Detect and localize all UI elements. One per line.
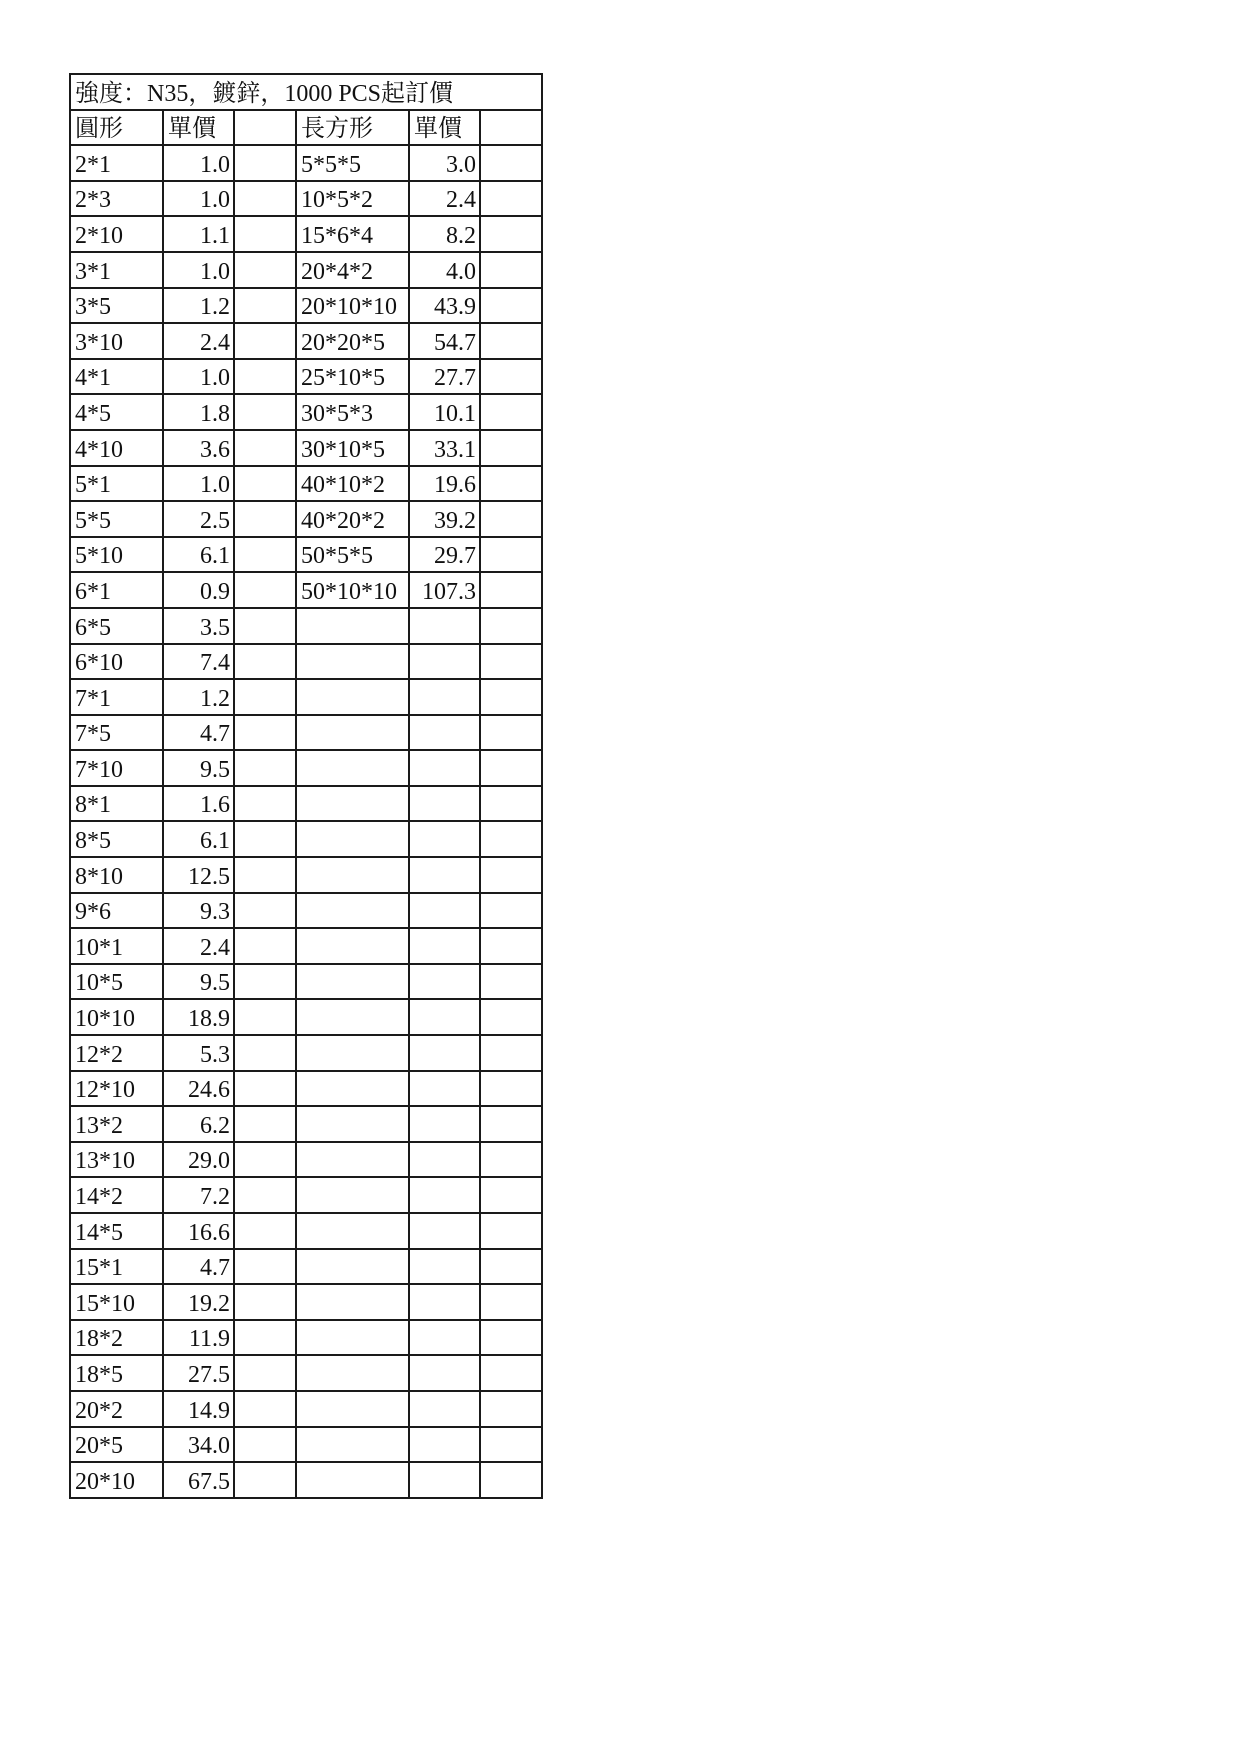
spacer-cell — [234, 1427, 296, 1463]
spacer-cell — [234, 786, 296, 822]
round-price-cell: 12.5 — [163, 857, 234, 893]
rect-price-cell: 43.9 — [409, 288, 480, 324]
round-size-cell: 6*5 — [70, 608, 163, 644]
table-row — [70, 1106, 542, 1142]
blank-cell — [480, 430, 542, 466]
rect-price-cell — [409, 893, 480, 929]
blank-cell — [480, 145, 542, 181]
blank-cell — [480, 786, 542, 822]
rect-price-cell — [409, 1249, 480, 1285]
round-size-cell: 6*10 — [70, 644, 163, 680]
spacer-cell — [234, 145, 296, 181]
round-price-cell: 5.3 — [163, 1035, 234, 1071]
blank-cell — [480, 323, 542, 359]
spacer-cell — [234, 1035, 296, 1071]
spacer-cell — [234, 181, 296, 217]
rect-price-cell: 19.6 — [409, 466, 480, 502]
round-size-cell: 20*10 — [70, 1462, 163, 1498]
spacer-cell — [234, 964, 296, 1000]
table-row — [70, 501, 542, 537]
spacer-cell — [234, 1462, 296, 1498]
rect-price-cell — [409, 608, 480, 644]
round-price-cell: 67.5 — [163, 1462, 234, 1498]
spacer-cell — [234, 110, 296, 146]
table-row — [70, 1462, 542, 1498]
rect-size-cell: 50*5*5 — [296, 537, 409, 573]
rect-price-cell: 2.4 — [409, 181, 480, 217]
blank-cell — [480, 679, 542, 715]
round-size-cell: 4*10 — [70, 430, 163, 466]
rect-price-cell — [409, 786, 480, 822]
rect-price-cell — [409, 1213, 480, 1249]
spacer-cell — [234, 857, 296, 893]
round-size-cell: 7*10 — [70, 750, 163, 786]
table-row — [70, 359, 542, 395]
spacer-cell — [234, 893, 296, 929]
round-size-cell: 4*5 — [70, 394, 163, 430]
round-size-cell: 8*5 — [70, 821, 163, 857]
round-price-cell: 6.1 — [163, 537, 234, 573]
round-size-cell: 8*10 — [70, 857, 163, 893]
rect-size-cell: 40*10*2 — [296, 466, 409, 502]
blank-cell — [480, 999, 542, 1035]
round-price-cell: 16.6 — [163, 1213, 234, 1249]
blank-cell — [480, 1106, 542, 1142]
blank-cell — [480, 893, 542, 929]
blank-cell — [480, 1284, 542, 1320]
rect-price-cell — [409, 1462, 480, 1498]
price-table — [69, 73, 543, 1499]
rect-size-cell — [296, 1320, 409, 1356]
spacer-cell — [234, 501, 296, 537]
round-size-cell: 3*10 — [70, 323, 163, 359]
blank-cell — [480, 821, 542, 857]
spacer-cell — [234, 1106, 296, 1142]
round-size-cell: 2*10 — [70, 216, 163, 252]
blank-cell — [480, 964, 542, 1000]
round-price-cell: 1.8 — [163, 394, 234, 430]
round-size-cell: 7*1 — [70, 679, 163, 715]
round-size-cell: 20*2 — [70, 1391, 163, 1427]
table-row — [70, 964, 542, 1000]
table-row — [70, 1284, 542, 1320]
rect-price-cell — [409, 1427, 480, 1463]
round-price-cell: 0.9 — [163, 572, 234, 608]
spacer-cell — [234, 572, 296, 608]
spacer-cell — [234, 466, 296, 502]
blank-cell — [480, 1142, 542, 1178]
blank-cell — [480, 288, 542, 324]
rect-size-cell — [296, 1035, 409, 1071]
blank-cell — [480, 1391, 542, 1427]
round-size-cell: 3*1 — [70, 252, 163, 288]
round-price-cell: 11.9 — [163, 1320, 234, 1356]
blank-cell — [480, 501, 542, 537]
round-size-cell: 20*5 — [70, 1427, 163, 1463]
rect-price-cell — [409, 821, 480, 857]
rect-price-cell — [409, 1355, 480, 1391]
spacer-cell — [234, 644, 296, 680]
round-size-cell: 18*5 — [70, 1355, 163, 1391]
rect-price-cell — [409, 999, 480, 1035]
round-size-cell: 9*6 — [70, 893, 163, 929]
round-price-cell: 1.0 — [163, 359, 234, 395]
blank-cell — [480, 1462, 542, 1498]
round-size-cell: 18*2 — [70, 1320, 163, 1356]
rect-size-cell — [296, 821, 409, 857]
table-row — [70, 466, 542, 502]
rect-price-cell — [409, 857, 480, 893]
blank-cell — [480, 1177, 542, 1213]
rect-size-cell — [296, 893, 409, 929]
rect-size-cell — [296, 857, 409, 893]
round-price-cell: 19.2 — [163, 1284, 234, 1320]
round-price-cell: 34.0 — [163, 1427, 234, 1463]
spacer-cell — [234, 1213, 296, 1249]
round-size-cell: 15*10 — [70, 1284, 163, 1320]
table-row — [70, 1071, 542, 1107]
rect-size-cell — [296, 1355, 409, 1391]
round-size-cell: 15*1 — [70, 1249, 163, 1285]
table-row — [70, 1249, 542, 1285]
round-price-cell: 27.5 — [163, 1355, 234, 1391]
rect-size-cell: 20*4*2 — [296, 252, 409, 288]
rect-price-cell — [409, 1106, 480, 1142]
title-row — [70, 74, 542, 110]
table-row — [70, 430, 542, 466]
rect-price-cell: 54.7 — [409, 323, 480, 359]
spacer-cell — [234, 359, 296, 395]
round-price-cell: 6.1 — [163, 821, 234, 857]
spacer-cell — [234, 1391, 296, 1427]
rect-size-cell — [296, 608, 409, 644]
rect-price-cell — [409, 679, 480, 715]
blank-cell — [480, 928, 542, 964]
spacer-cell — [234, 537, 296, 573]
header-rect-price: 單價 — [409, 110, 480, 146]
rect-price-cell — [409, 1071, 480, 1107]
rect-size-cell — [296, 1106, 409, 1142]
round-size-cell: 5*10 — [70, 537, 163, 573]
rect-price-cell — [409, 1320, 480, 1356]
rect-size-cell: 30*5*3 — [296, 394, 409, 430]
blank-cell — [480, 252, 542, 288]
round-size-cell: 3*5 — [70, 288, 163, 324]
blank-cell — [480, 359, 542, 395]
rect-price-cell — [409, 750, 480, 786]
table-row — [70, 145, 542, 181]
rect-price-cell — [409, 964, 480, 1000]
rect-size-cell: 5*5*5 — [296, 145, 409, 181]
round-size-cell: 14*2 — [70, 1177, 163, 1213]
round-price-cell: 6.2 — [163, 1106, 234, 1142]
table-row — [70, 1320, 542, 1356]
header-round-price: 單價 — [163, 110, 234, 146]
spacer-cell — [234, 1249, 296, 1285]
round-price-cell: 9.5 — [163, 964, 234, 1000]
rect-size-cell — [296, 786, 409, 822]
round-size-cell: 10*1 — [70, 928, 163, 964]
blank-cell — [480, 1071, 542, 1107]
table-row — [70, 1391, 542, 1427]
spacer-cell — [234, 216, 296, 252]
rect-price-cell — [409, 715, 480, 751]
blank-cell — [480, 857, 542, 893]
rect-size-cell — [296, 644, 409, 680]
round-size-cell: 8*1 — [70, 786, 163, 822]
blank-cell — [480, 1249, 542, 1285]
round-price-cell: 4.7 — [163, 1249, 234, 1285]
rect-size-cell — [296, 679, 409, 715]
spacer-cell — [234, 1071, 296, 1107]
round-size-cell: 5*5 — [70, 501, 163, 537]
rect-size-cell — [296, 1213, 409, 1249]
blank-cell — [480, 110, 542, 146]
spacer-cell — [234, 430, 296, 466]
table-row — [70, 679, 542, 715]
round-price-cell: 4.7 — [163, 715, 234, 751]
rect-price-cell: 27.7 — [409, 359, 480, 395]
table-row — [70, 252, 542, 288]
round-size-cell: 7*5 — [70, 715, 163, 751]
table-row — [70, 394, 542, 430]
spacer-cell — [234, 1355, 296, 1391]
rect-size-cell — [296, 750, 409, 786]
round-price-cell: 2.4 — [163, 928, 234, 964]
blank-cell — [480, 394, 542, 430]
rect-price-cell — [409, 644, 480, 680]
round-size-cell: 14*5 — [70, 1213, 163, 1249]
spacer-cell — [234, 999, 296, 1035]
rect-price-cell: 10.1 — [409, 394, 480, 430]
round-size-cell: 6*1 — [70, 572, 163, 608]
table-row — [70, 893, 542, 929]
spacer-cell — [234, 715, 296, 751]
round-size-cell: 13*10 — [70, 1142, 163, 1178]
round-size-cell: 13*2 — [70, 1106, 163, 1142]
blank-cell — [480, 466, 542, 502]
spacer-cell — [234, 252, 296, 288]
round-price-cell: 3.6 — [163, 430, 234, 466]
header-row — [70, 110, 542, 146]
blank-cell — [480, 644, 542, 680]
blank-cell — [480, 1427, 542, 1463]
table-row — [70, 644, 542, 680]
round-price-cell: 1.0 — [163, 145, 234, 181]
rect-size-cell — [296, 715, 409, 751]
table-row — [70, 1355, 542, 1391]
round-price-cell: 2.5 — [163, 501, 234, 537]
round-price-cell: 14.9 — [163, 1391, 234, 1427]
table-row — [70, 821, 542, 857]
rect-size-cell — [296, 999, 409, 1035]
rect-size-cell: 40*20*2 — [296, 501, 409, 537]
rect-price-cell: 107.3 — [409, 572, 480, 608]
rect-size-cell: 25*10*5 — [296, 359, 409, 395]
rect-size-cell — [296, 1427, 409, 1463]
round-size-cell: 12*2 — [70, 1035, 163, 1071]
rect-price-cell — [409, 1177, 480, 1213]
round-price-cell: 1.0 — [163, 252, 234, 288]
round-price-cell: 1.6 — [163, 786, 234, 822]
rect-size-cell: 20*20*5 — [296, 323, 409, 359]
rect-size-cell: 50*10*10 — [296, 572, 409, 608]
table-row — [70, 1213, 542, 1249]
rect-price-cell: 29.7 — [409, 537, 480, 573]
round-price-cell: 3.5 — [163, 608, 234, 644]
blank-cell — [480, 537, 542, 573]
blank-cell — [480, 181, 542, 217]
rect-size-cell — [296, 964, 409, 1000]
header-round-shape: 圓形 — [70, 110, 163, 146]
header-rect-shape: 長方形 — [296, 110, 409, 146]
table-row — [70, 608, 542, 644]
table-row — [70, 928, 542, 964]
table-row — [70, 216, 542, 252]
blank-cell — [480, 715, 542, 751]
round-size-cell: 2*1 — [70, 145, 163, 181]
rect-price-cell: 33.1 — [409, 430, 480, 466]
round-price-cell: 24.6 — [163, 1071, 234, 1107]
rect-size-cell — [296, 1142, 409, 1178]
round-size-cell: 4*1 — [70, 359, 163, 395]
rect-size-cell: 30*10*5 — [296, 430, 409, 466]
blank-cell — [480, 572, 542, 608]
spacer-cell — [234, 1320, 296, 1356]
round-size-cell: 5*1 — [70, 466, 163, 502]
blank-cell — [480, 216, 542, 252]
round-price-cell: 2.4 — [163, 323, 234, 359]
table-row — [70, 1177, 542, 1213]
rect-price-cell — [409, 928, 480, 964]
spacer-cell — [234, 679, 296, 715]
table-row — [70, 572, 542, 608]
table-row — [70, 715, 542, 751]
blank-cell — [480, 750, 542, 786]
rect-price-cell — [409, 1284, 480, 1320]
blank-cell — [480, 1320, 542, 1356]
spacer-cell — [234, 288, 296, 324]
table-row — [70, 750, 542, 786]
rect-price-cell — [409, 1391, 480, 1427]
round-size-cell: 10*10 — [70, 999, 163, 1035]
round-size-cell: 10*5 — [70, 964, 163, 1000]
rect-size-cell — [296, 1071, 409, 1107]
round-price-cell: 7.4 — [163, 644, 234, 680]
table-row — [70, 786, 542, 822]
spacer-cell — [234, 750, 296, 786]
blank-cell — [480, 1035, 542, 1071]
rect-size-cell — [296, 928, 409, 964]
table-row — [70, 288, 542, 324]
rect-price-cell — [409, 1035, 480, 1071]
rect-price-cell: 3.0 — [409, 145, 480, 181]
round-price-cell: 9.3 — [163, 893, 234, 929]
round-price-cell: 1.2 — [163, 679, 234, 715]
round-price-cell: 9.5 — [163, 750, 234, 786]
rect-size-cell — [296, 1249, 409, 1285]
table-row — [70, 857, 542, 893]
table-row — [70, 537, 542, 573]
rect-size-cell — [296, 1177, 409, 1213]
table-title: 強度：N35，鍍鋅，1000 PCS起訂價 — [70, 74, 542, 110]
round-price-cell: 7.2 — [163, 1177, 234, 1213]
table-row — [70, 1035, 542, 1071]
spacer-cell — [234, 1284, 296, 1320]
round-price-cell: 1.0 — [163, 466, 234, 502]
round-price-cell: 1.1 — [163, 216, 234, 252]
round-price-cell: 1.0 — [163, 181, 234, 217]
spacer-cell — [234, 1177, 296, 1213]
round-size-cell: 2*3 — [70, 181, 163, 217]
spacer-cell — [234, 1142, 296, 1178]
rect-size-cell — [296, 1391, 409, 1427]
table-row — [70, 999, 542, 1035]
rect-size-cell: 10*5*2 — [296, 181, 409, 217]
blank-cell — [480, 1213, 542, 1249]
table-row — [70, 1142, 542, 1178]
spacer-cell — [234, 928, 296, 964]
table-row — [70, 323, 542, 359]
rect-price-cell: 8.2 — [409, 216, 480, 252]
spacer-cell — [234, 608, 296, 644]
spacer-cell — [234, 821, 296, 857]
round-size-cell: 12*10 — [70, 1071, 163, 1107]
spacer-cell — [234, 323, 296, 359]
rect-price-cell: 39.2 — [409, 501, 480, 537]
round-price-cell: 18.9 — [163, 999, 234, 1035]
blank-cell — [480, 608, 542, 644]
round-price-cell: 29.0 — [163, 1142, 234, 1178]
table-row — [70, 181, 542, 217]
rect-size-cell — [296, 1462, 409, 1498]
table-row — [70, 1427, 542, 1463]
rect-size-cell: 15*6*4 — [296, 216, 409, 252]
rect-size-cell: 20*10*10 — [296, 288, 409, 324]
spacer-cell — [234, 394, 296, 430]
round-price-cell: 1.2 — [163, 288, 234, 324]
blank-cell — [480, 1355, 542, 1391]
rect-price-cell: 4.0 — [409, 252, 480, 288]
rect-price-cell — [409, 1142, 480, 1178]
rect-size-cell — [296, 1284, 409, 1320]
